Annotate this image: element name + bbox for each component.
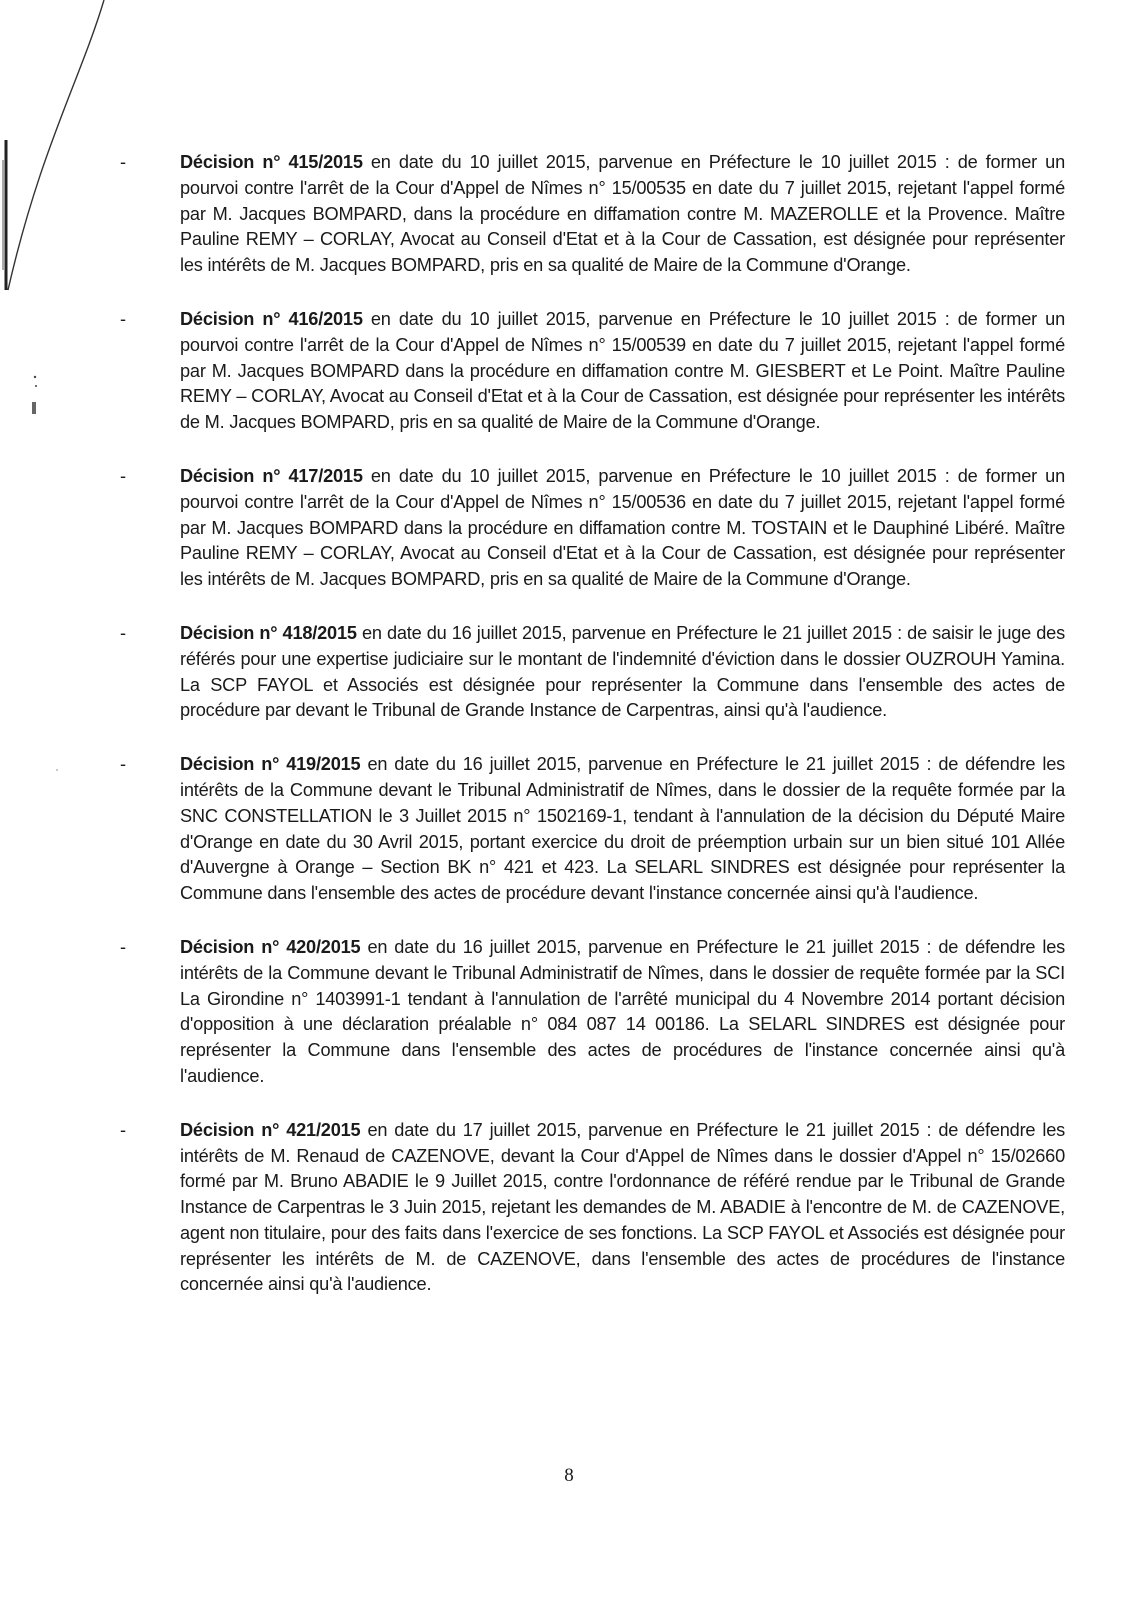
decision-text: en date du 16 juillet 2015, parvenue en Préfecture le 21 juillet 2015 : de défendre les intérêts de la Commune devant le Tribunal Administratif de Nîmes, dans le dossier de requête formée par la SCI La Girondine n° 1403991-1 tendant à l'annulation de l'arrêté municipal du 4 Novembre 2014 portant décision d'opposition à une déclaration préalable n° 084 087 14 00186. La SELARL SINDRES est désignée pour représenter la Commune dans l'ensemble des actes de procédures de l'instance concernée ainsi qu'à l'audience. <box>180 936 1066 1086</box>
list-bullet: - <box>120 936 126 957</box>
decision-text: en date du 10 juillet 2015, parvenue en Préfecture le 10 juillet 2015 : de former un pourvoi contre l'arrêt de la Cour d'Appel de Nîmes n° 15/00536 en date du 7 juillet 2015, rejetant l'appel formé par M. Jacques BOMPARD dans la procédure en diffamation contre M. TOSTAIN et le Dauphiné Libéré. Maître Pauline REMY – CORLAY, Avocat au Conseil d'Etat et à la Cour de Cassation, est désignée pour représenter les intérêts de M. Jacques BOMPARD, pris en sa qualité de Maire de la Commune d'Orange. <box>180 465 1066 590</box>
decision-label: Décision n° 417/2015 <box>180 465 363 486</box>
list-bullet: - <box>120 465 126 486</box>
decision-entry <box>120 621 1065 724</box>
decision-text: en date du 16 juillet 2015, parvenue en Préfecture le 21 juillet 2015 : de saisir le juge des référés pour une expertise judiciaire sur le montant de l'indemnité d'éviction dans le dossier OUZROUH Yamina. La SCP FAYOL et Associés est désignée pour représenter la Commune dans l'ensemble des actes de procédure par devant le Tribunal de Grande Instance de Carpentras, ainsi qu'à l'audience. <box>180 622 1065 721</box>
decision-label: Décision n° 420/2015 <box>180 936 361 957</box>
decision-text: en date du 10 juillet 2015, parvenue en Préfecture le 10 juillet 2015 : de former un pourvoi contre l'arrêt de la Cour d'Appel de Nîmes n° 15/00539 en date du 7 juillet 2015, rejetant l'appel formé par M. Jacques BOMPARD dans la procédure en diffamation contre M. GIESBERT et Le Point. Maître Pauline REMY – CORLAY, Avocat au Conseil d'Etat et à la Cour de Cassation, est désignée pour représenter les intérêts de M. Jacques BOMPARD, pris en sa qualité de Maire de la Commune d'Orange. <box>180 308 1066 433</box>
decision-label: Décision n° 415/2015 <box>180 152 363 172</box>
decision-label: Décision n° 421/2015 <box>180 1119 361 1140</box>
list-bullet: - <box>120 308 126 329</box>
list-bullet: - <box>120 622 126 643</box>
decision-text: en date du 17 juillet 2015, parvenue en Préfecture le 21 juillet 2015 : de défendre les intérêts de M. Renaud de CAZENOVE, devant la Cour d'Appel de Nîmes dans le dossier d'Appel n° 15/02660 formé par M. Bruno ABADIE le 9 Juillet 2015, contre l'ordonnance de référé rendue par le Tribunal de Grande Instance de Carpentras le 3 Juin 2015, rejetant les demandes de M. ABADIE à l'encontre de M. de CAZENOVE, agent non titulaire, pour des faits dans l'exercice de ses fonctions. La SCP FAYOL et Associés est désignée pour représenter les intérêts de M. de CAZENOVE, dans l'ensemble des actes de procédures de l'instance concernée ainsi qu'à l'audience. <box>180 1119 1066 1295</box>
decision-entry <box>120 464 1065 593</box>
list-bullet: - <box>120 1119 126 1140</box>
list-bullet: - <box>120 754 126 775</box>
decision-label: Décision n° 418/2015 <box>180 622 357 643</box>
page-number: 8 <box>564 1465 574 1486</box>
decision-entry <box>120 150 1065 279</box>
decision-entry <box>120 935 1065 1090</box>
decision-entry <box>120 1118 1065 1299</box>
decision-entry <box>120 307 1065 436</box>
decision-label: Décision n° 419/2015 <box>180 754 361 775</box>
list-bullet: - <box>120 152 126 172</box>
decision-list <box>120 150 1065 1326</box>
decision-entry <box>120 752 1065 907</box>
decision-label: Décision n° 416/2015 <box>180 308 363 329</box>
decision-text: en date du 16 juillet 2015, parvenue en Préfecture le 21 juillet 2015 : de défendre les intérêts de la Commune devant le Tribunal Administratif de Nîmes, dans le dossier de la requête formée par la SNC CONSTELLATION le 3 Juillet 2015 n° 1502169-1, tendant à l'annulation de la décision du Député Maire d'Orange en date du 30 Avril 2015, portant exercice du droit de préemption urbain sur un bien situé 101 Allée d'Auvergne à Orange – Section BK n° 421 et 423. La SELARL SINDRES est désignée pour représenter la Commune dans l'ensemble des actes de procédure devant l'instance concernée ainsi qu'à l'audience. <box>180 754 1066 904</box>
decision-text: en date du 10 juillet 2015, parvenue en Préfecture le 10 juillet 2015 : de former un pourvoi contre l'arrêt de la Cour d'Appel de Nîmes n° 15/00535 en date du 7 juillet 2015, rejetant l'appel formé par M. Jacques BOMPARD, dans la procédure en diffamation contre M. MAZEROLLE et la Provence. Maître Pauline REMY – CORLAY, Avocat au Conseil d'Etat et à la Cour de Cassation, est désignée pour représenter les intérêts de M. Jacques BOMPARD, pris en sa qualité de Maire de la Commune d'Orange. <box>180 152 1066 276</box>
